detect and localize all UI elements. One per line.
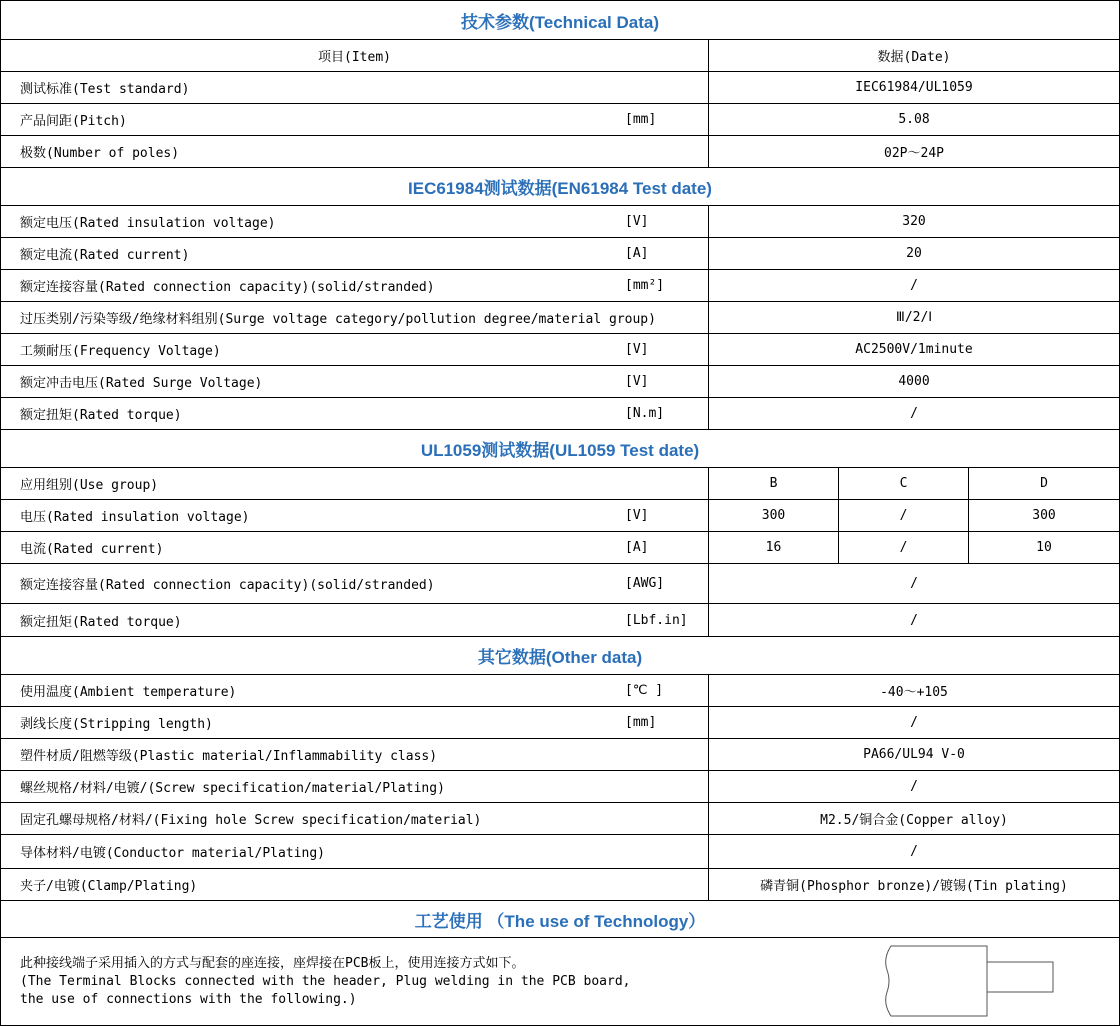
row-value: Ⅲ/2/Ⅰ — [708, 302, 1119, 333]
row-label: 极数(Number of poles) — [20, 146, 180, 161]
row-unit: [Lbf.in] — [625, 612, 688, 628]
row-label: 应用组别(Use group) — [20, 478, 159, 493]
row-unit: [V] — [625, 508, 649, 523]
row-label: 电流(Rated current) — [20, 542, 164, 557]
value-d: 10 — [968, 532, 1119, 563]
table-row — [1, 739, 1119, 771]
row-label: 额定扭矩(Rated torque) — [20, 614, 182, 630]
row-value: / — [708, 564, 1119, 603]
row-label: 塑件材质/阻燃等级(Plastic material/Inflammability class) — [20, 749, 438, 764]
table-row — [1, 564, 1119, 604]
row-unit: [mm] — [625, 112, 657, 127]
table-row — [1, 675, 1119, 707]
description-line-cn: 此种接线端子采用插入的方式与配套的座连接，座焊接在PCB板上，使用连接方式如下。 — [20, 955, 525, 971]
value-c: / — [838, 500, 968, 531]
plug-outline — [886, 946, 987, 1016]
group-b: B — [708, 468, 838, 499]
table-row — [1, 334, 1119, 366]
header-data: 数据(Date) — [708, 40, 1119, 71]
row-value: / — [708, 835, 1119, 868]
row-value: -40～+105 — [708, 675, 1119, 706]
table-row — [1, 869, 1119, 901]
row-value: / — [708, 707, 1119, 738]
section-other — [1, 637, 1119, 675]
group-d: D — [968, 468, 1119, 499]
row-label: 螺丝规格/材料/电镀/(Screw specification/material/Plating) — [20, 781, 445, 796]
section-technical — [1, 1, 1119, 40]
table-header-row — [1, 40, 1119, 72]
header-item: 项目(Item) — [318, 50, 391, 65]
row-value: 320 — [708, 206, 1119, 237]
row-label: 测试标准(Test standard) — [20, 82, 190, 97]
row-label: 使用温度(Ambient temperature) — [20, 685, 237, 700]
row-unit: [mm²] — [625, 278, 665, 293]
technology-description — [1, 938, 861, 1025]
table-row — [1, 398, 1119, 430]
table-row — [1, 238, 1119, 270]
row-unit: [A] — [625, 540, 649, 555]
table-row — [1, 532, 1119, 564]
table-row — [1, 104, 1119, 136]
table-row — [1, 604, 1119, 637]
row-label: 额定电压(Rated insulation voltage) — [20, 216, 276, 231]
row-label: 额定电流(Rated current) — [20, 248, 190, 263]
row-unit: [V] — [625, 214, 649, 229]
table-row — [1, 302, 1119, 334]
row-value: PA66/UL94 V-0 — [708, 739, 1119, 770]
row-label: 电压(Rated insulation voltage) — [20, 510, 250, 525]
section-title: IEC61984测试数据(EN61984 Test date) — [408, 179, 712, 198]
row-value: 20 — [708, 238, 1119, 269]
value-b: 16 — [708, 532, 838, 563]
row-value: M2.5/铜合金(Copper alloy) — [708, 803, 1119, 834]
section-iec — [1, 168, 1119, 206]
row-value: 02P～24P — [708, 136, 1119, 167]
row-label: 固定孔螺母规格/材料/(Fixing hole Screw specification/material) — [20, 813, 482, 828]
group-c: C — [838, 468, 968, 499]
table-row — [1, 270, 1119, 302]
row-label: 额定冲击电压(Rated Surge Voltage) — [20, 376, 263, 391]
section-ul — [1, 430, 1119, 468]
row-value: / — [708, 270, 1119, 301]
table-row — [1, 803, 1119, 835]
row-value: 磷青铜(Phosphor bronze)/镀锡(Tin plating) — [708, 869, 1119, 900]
row-unit: [AWG] — [625, 576, 665, 591]
row-value: / — [708, 771, 1119, 802]
table-row — [1, 707, 1119, 739]
value-c: / — [838, 532, 968, 563]
section-title: UL1059测试数据(UL1059 Test date) — [420, 441, 700, 460]
row-unit: [N.m] — [625, 406, 665, 421]
row-value: 5.08 — [708, 104, 1119, 135]
row-value: 4000 — [708, 366, 1119, 397]
description-line-en-1: (The Terminal Blocks connected with the header, Plug welding in the PCB board, — [20, 973, 631, 989]
row-label: 夹子/电镀(Clamp/Plating) — [20, 879, 198, 894]
row-label: 导体材料/电镀(Conductor material/Plating) — [20, 846, 325, 861]
row-value: / — [708, 604, 1119, 636]
section-title: 其它数据(Other data) — [477, 648, 643, 667]
value-d: 300 — [968, 500, 1119, 531]
table-row — [1, 136, 1119, 168]
row-unit: [mm] — [625, 715, 657, 730]
row-unit: [V] — [625, 374, 649, 389]
row-label: 产品间距(Pitch) — [20, 114, 127, 129]
row-value: / — [708, 398, 1119, 429]
row-label: 剥线长度(Stripping length) — [20, 717, 213, 732]
header-outline — [987, 962, 1053, 992]
row-label: 额定连接容量(Rated connection capacity)(solid/stranded) — [20, 280, 435, 295]
value-b: 300 — [708, 500, 838, 531]
row-label: 额定连接容量(Rated connection capacity)(solid/stranded) — [20, 578, 435, 593]
table-row — [1, 72, 1119, 104]
section-technology — [1, 901, 1119, 938]
table-row — [1, 835, 1119, 869]
section-title: 技术参数(Technical Data) — [460, 12, 660, 32]
table-row — [1, 468, 1119, 500]
table-row — [1, 500, 1119, 532]
section-title: 工艺使用 （The use of Technology） — [414, 911, 706, 931]
row-value: IEC61984/UL1059 — [708, 72, 1119, 103]
row-value: AC2500V/1minute — [708, 334, 1119, 365]
table-row — [1, 366, 1119, 398]
row-unit: [℃ ] — [625, 683, 664, 698]
table-row — [1, 206, 1119, 238]
row-label: 额定扭矩(Rated torque) — [20, 408, 182, 423]
row-label: 过压类别/污染等级/绝缘材料组别(Surge voltage category/pollution degree/material group) — [20, 312, 656, 327]
table-row — [1, 771, 1119, 803]
row-unit: [V] — [625, 342, 649, 357]
description-line-en-2: the use of connections with the following.) — [20, 991, 357, 1007]
row-label: 工频耐压(Frequency Voltage) — [20, 344, 221, 359]
row-unit: [A] — [625, 246, 649, 261]
technology-description-row — [1, 938, 1119, 1025]
connector-drawing — [881, 944, 1061, 1018]
